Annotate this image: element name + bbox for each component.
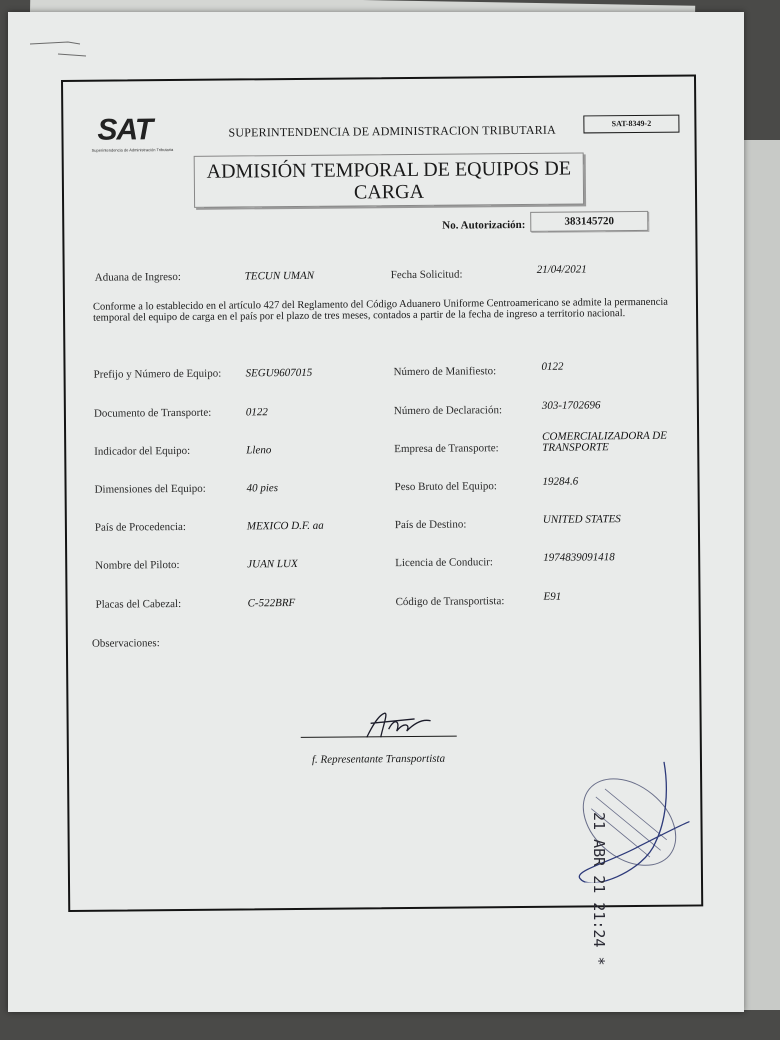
field-value: SEGU9607015 xyxy=(245,366,313,380)
document-page xyxy=(8,12,744,1012)
field-value: 40 pies xyxy=(246,482,279,495)
field-value: C-522BRF xyxy=(247,596,296,610)
field-value: 303-1702696 xyxy=(541,399,601,412)
fecha-value: 21/04/2021 xyxy=(536,263,587,276)
field-value: COMERCIALIZADORA DE TRANSPORTE xyxy=(542,429,667,454)
authorization-label: No. Autorización: xyxy=(442,218,526,232)
field-label: Documento de Transporte: xyxy=(93,406,212,420)
field-label: Indicador del Equipo: xyxy=(94,444,191,458)
field-value: JUAN LUX xyxy=(247,557,298,571)
field-value: 0122 xyxy=(245,406,268,419)
scribble-mark-icon xyxy=(28,32,98,62)
authorization-number: 383145720 xyxy=(530,211,648,232)
field-value: UNITED STATES xyxy=(542,513,621,526)
background-sheet xyxy=(740,140,780,1010)
field-label: Licencia de Conducir: xyxy=(395,556,494,570)
field-label: Dimensiones del Equipo: xyxy=(94,482,206,496)
aduana-value: TECUN UMAN xyxy=(244,269,315,283)
field-label: Prefijo y Número de Equipo: xyxy=(93,367,222,381)
observations-label: Observaciones: xyxy=(91,637,160,650)
field-value: Lleno xyxy=(246,444,272,457)
field-value: 19284.6 xyxy=(542,475,579,488)
field-label: Número de Manifiesto: xyxy=(393,365,497,379)
fecha-label: Fecha Solicitud: xyxy=(390,268,463,282)
field-value: 0122 xyxy=(541,360,564,373)
form-title: ADMISIÓN TEMPORAL DE EQUIPOS DE CARGA xyxy=(194,152,584,207)
stamp-icon xyxy=(569,762,690,883)
logo-text: SAT xyxy=(97,113,153,147)
form-code-badge: SAT-8349-2 xyxy=(583,115,679,134)
field-value: E91 xyxy=(543,590,562,603)
field-label: País de Destino: xyxy=(394,518,467,532)
agency-name: SUPERINTENDENCIA DE ADMINISTRACION TRIBUTARIA xyxy=(228,122,557,140)
field-label: Empresa de Transporte: xyxy=(394,442,499,456)
field-value: 1974839091418 xyxy=(543,551,615,564)
field-label: Código de Transportista: xyxy=(395,595,505,609)
field-label: Número de Declaración: xyxy=(393,404,503,418)
field-label: Placas del Cabezal: xyxy=(95,597,182,611)
field-value: MEXICO D.F. aa xyxy=(246,519,324,533)
aduana-label: Aduana de Ingreso: xyxy=(94,270,181,284)
field-label: Nombre del Piloto: xyxy=(95,558,180,572)
legal-paragraph: Conforme a lo establecido en el artículo 427 del Reglamento del Código Aduanero Uniforme Centroamericano se admite la permanencia temporal del equipo de carga en el país por el plazo de tres meses, contados a partir de la fecha de ingreso a territorio nacional. xyxy=(92,296,668,324)
logo-subtitle: Superintendencia de Administración Tributaria xyxy=(91,147,174,153)
field-label: País de Procedencia: xyxy=(94,520,186,534)
signature-caption: f. Representante Transportista xyxy=(311,752,446,766)
customs-form xyxy=(61,74,703,912)
field-label: Peso Bruto del Equipo: xyxy=(394,480,497,494)
sat-logo-icon xyxy=(91,113,191,160)
date-time-stamp: 21 ABR 21 21:24 * xyxy=(590,812,608,966)
